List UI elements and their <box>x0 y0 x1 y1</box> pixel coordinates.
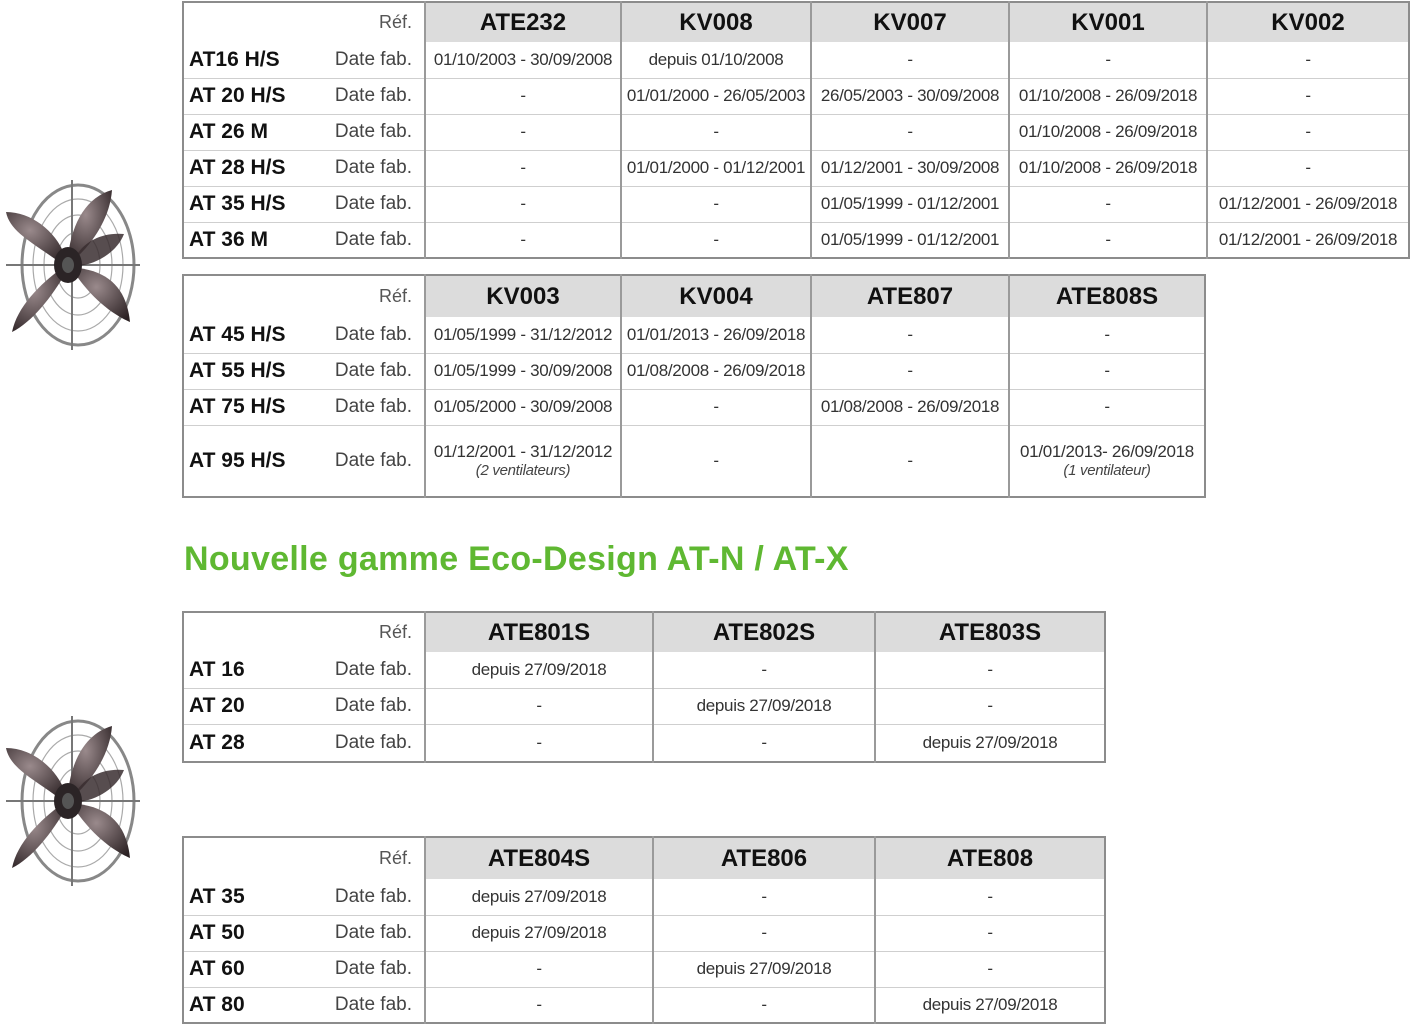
date-range-value: 01/01/2000 - 26/05/2003 <box>626 86 806 106</box>
model-name: AT 95 H/S <box>183 425 321 497</box>
date-label: Date fab. <box>321 114 425 150</box>
date-range-value: 01/01/2013 - 26/09/2018 <box>626 325 806 345</box>
date-range-cell <box>621 150 811 186</box>
date-range-value: - <box>1104 397 1110 417</box>
date-label: Date fab. <box>321 317 425 353</box>
date-range-cell <box>811 114 1009 150</box>
ref-table-1 <box>182 1 1410 259</box>
date-range-cell <box>653 724 875 762</box>
date-range-value: - <box>761 733 767 753</box>
date-range-cell <box>425 987 653 1023</box>
date-range-cell <box>653 879 875 915</box>
date-range-value: depuis 27/09/2018 <box>922 995 1058 1015</box>
date-range-value: 01/12/2001 - 30/09/2008 <box>820 158 1000 178</box>
date-range-value: 01/10/2008 - 26/09/2018 <box>1018 86 1198 106</box>
column-header: ATE804S <box>425 837 653 879</box>
date-range-cell <box>425 425 621 497</box>
column-header: KV002 <box>1207 2 1409 42</box>
date-range-value: 01/05/2000 - 30/09/2008 <box>433 397 613 417</box>
date-range-value: - <box>536 995 542 1015</box>
date-range-cell <box>621 186 811 222</box>
date-range-cell <box>875 987 1105 1023</box>
date-range-value: - <box>536 696 542 716</box>
date-range-cell <box>811 425 1009 497</box>
model-name: AT 75 H/S <box>183 389 321 425</box>
date-range-cell <box>875 879 1105 915</box>
date-label: Date fab. <box>321 915 425 951</box>
date-range-value: 26/05/2003 - 30/09/2008 <box>820 86 1000 106</box>
table-row <box>183 915 1105 951</box>
date-range-value: - <box>1105 194 1111 214</box>
date-range-cell <box>1009 150 1207 186</box>
date-range-cell <box>811 353 1009 389</box>
date-range-value: depuis 27/09/2018 <box>696 959 832 979</box>
date-range-value: 01/12/2001 - 26/09/2018 <box>1218 194 1398 214</box>
date-range-value: 01/01/2013- 26/09/2018 <box>1020 441 1194 461</box>
ref-header-label: Réf. <box>183 2 425 42</box>
date-range-value: - <box>987 923 993 943</box>
date-range-cell <box>1207 186 1409 222</box>
section-title: Nouvelle gamme Eco-Design AT-N / AT-X <box>184 540 849 578</box>
date-range-value: - <box>1305 158 1311 178</box>
date-range-value: - <box>713 122 719 142</box>
date-range-cell <box>1009 42 1207 78</box>
date-range-value: - <box>761 923 767 943</box>
date-range-value: 01/10/2008 - 26/09/2018 <box>1018 122 1198 142</box>
date-range-cell <box>1207 222 1409 258</box>
table-row <box>183 389 1205 425</box>
date-range-value: 01/10/2003 - 30/09/2008 <box>433 50 613 70</box>
ref-header-label: Réf. <box>183 837 425 879</box>
date-range-value: - <box>536 733 542 753</box>
ref-header-label: Réf. <box>183 275 425 317</box>
date-range-cell <box>811 78 1009 114</box>
date-range-value: - <box>987 887 993 907</box>
model-name: AT 20 <box>183 688 321 724</box>
date-range-value: - <box>520 194 526 214</box>
model-name: AT 28 <box>183 724 321 762</box>
date-range-value: - <box>907 50 913 70</box>
date-label: Date fab. <box>321 389 425 425</box>
date-range-cell <box>621 317 811 353</box>
date-range-cell <box>425 150 621 186</box>
date-range-value: - <box>536 959 542 979</box>
column-header: ATE801S <box>425 612 653 652</box>
date-range-cell <box>1207 78 1409 114</box>
column-header: KV008 <box>621 2 811 42</box>
date-range-value: depuis 27/09/2018 <box>471 660 607 680</box>
date-range-cell <box>621 222 811 258</box>
date-label: Date fab. <box>321 879 425 915</box>
column-header: KV007 <box>811 2 1009 42</box>
date-label: Date fab. <box>321 688 425 724</box>
fan-count-note: (1 ventilateur) <box>1063 462 1151 479</box>
axial-fan-icon <box>2 172 144 358</box>
date-range-cell <box>425 652 653 688</box>
date-range-value: - <box>520 230 526 250</box>
date-range-value: depuis 27/09/2018 <box>922 733 1058 753</box>
date-range-cell <box>425 724 653 762</box>
date-range-cell <box>425 951 653 987</box>
date-range-cell <box>621 78 811 114</box>
column-header: KV003 <box>425 275 621 317</box>
date-label: Date fab. <box>321 951 425 987</box>
date-range-cell <box>811 150 1009 186</box>
column-header: ATE806 <box>653 837 875 879</box>
date-range-value: 01/08/2008 - 26/09/2018 <box>820 397 1000 417</box>
table-row <box>183 353 1205 389</box>
date-range-cell <box>653 688 875 724</box>
date-range-cell <box>1009 425 1205 497</box>
date-range-value: - <box>761 660 767 680</box>
date-range-cell <box>621 425 811 497</box>
date-range-cell <box>1009 186 1207 222</box>
date-range-cell <box>875 724 1105 762</box>
date-range-cell <box>425 879 653 915</box>
date-range-cell <box>1009 353 1205 389</box>
date-range-value: - <box>713 397 719 417</box>
date-range-value: depuis 27/09/2018 <box>696 696 832 716</box>
table-row <box>183 425 1205 497</box>
model-name: AT 20 H/S <box>183 78 321 114</box>
column-header: KV004 <box>621 275 811 317</box>
date-label: Date fab. <box>321 222 425 258</box>
model-name: AT 60 <box>183 951 321 987</box>
date-range-cell <box>425 688 653 724</box>
date-range-value: - <box>907 451 913 471</box>
date-range-cell <box>653 951 875 987</box>
date-range-value: 01/01/2000 - 01/12/2001 <box>626 158 806 178</box>
date-range-cell <box>425 114 621 150</box>
column-header: ATE803S <box>875 612 1105 652</box>
date-range-value: depuis 27/09/2018 <box>471 887 607 907</box>
ref-table-3 <box>182 611 1106 763</box>
date-label: Date fab. <box>321 186 425 222</box>
date-range-value: - <box>713 451 719 471</box>
date-range-value: 01/12/2001 - 26/09/2018 <box>1218 230 1398 250</box>
date-range-cell <box>875 688 1105 724</box>
table-row <box>183 150 1409 186</box>
table-row <box>183 78 1409 114</box>
ref-header-label: Réf. <box>183 612 425 652</box>
date-range-cell <box>811 317 1009 353</box>
date-range-value: 01/05/1999 - 01/12/2001 <box>820 230 1000 250</box>
table-row <box>183 317 1205 353</box>
date-range-value: - <box>987 660 993 680</box>
date-range-value: - <box>907 325 913 345</box>
date-label: Date fab. <box>321 353 425 389</box>
table-row <box>183 688 1105 724</box>
date-label: Date fab. <box>321 425 425 497</box>
date-range-cell <box>425 186 621 222</box>
model-name: AT 28 H/S <box>183 150 321 186</box>
date-label: Date fab. <box>321 987 425 1023</box>
date-range-value: - <box>520 158 526 178</box>
table-row <box>183 879 1105 915</box>
date-range-cell <box>621 114 811 150</box>
date-range-value: - <box>713 194 719 214</box>
date-range-value: - <box>1305 86 1311 106</box>
date-range-value: - <box>713 230 719 250</box>
model-name: AT 35 H/S <box>183 186 321 222</box>
date-range-cell <box>1009 389 1205 425</box>
date-range-cell <box>1207 150 1409 186</box>
column-header: ATE808S <box>1009 275 1205 317</box>
date-range-cell <box>811 42 1009 78</box>
date-range-cell <box>875 652 1105 688</box>
date-range-cell <box>621 42 811 78</box>
date-range-value: - <box>1104 361 1110 381</box>
table-row <box>183 42 1409 78</box>
column-header: ATE807 <box>811 275 1009 317</box>
date-range-cell <box>875 915 1105 951</box>
table-row <box>183 951 1105 987</box>
table-row <box>183 222 1409 258</box>
date-range-cell <box>653 987 875 1023</box>
date-range-value: - <box>1105 230 1111 250</box>
date-range-cell <box>1009 114 1207 150</box>
date-range-cell <box>621 389 811 425</box>
model-name: AT16 H/S <box>189 47 280 71</box>
date-label: Date fab. <box>321 78 425 114</box>
date-range-cell <box>425 42 621 78</box>
date-range-value: - <box>907 122 913 142</box>
date-range-cell <box>425 222 621 258</box>
column-header: ATE802S <box>653 612 875 652</box>
table-row <box>183 652 1105 688</box>
date-label: Date fab. <box>321 150 425 186</box>
date-range-cell <box>425 389 621 425</box>
column-header: ATE232 <box>425 2 621 42</box>
date-range-value: - <box>907 361 913 381</box>
ref-table-2 <box>182 274 1206 498</box>
table-row <box>183 186 1409 222</box>
column-header: KV001 <box>1009 2 1207 42</box>
model-name: AT 50 <box>183 915 321 951</box>
ref-table-4 <box>182 836 1106 1024</box>
date-range-cell <box>425 317 621 353</box>
table-row <box>183 114 1409 150</box>
model-name: AT 55 H/S <box>183 353 321 389</box>
date-range-value: - <box>520 122 526 142</box>
table-row <box>183 724 1105 762</box>
date-range-value: 01/10/2008 - 26/09/2018 <box>1018 158 1198 178</box>
date-range-cell <box>425 78 621 114</box>
date-range-value: 01/05/1999 - 30/09/2008 <box>433 361 613 381</box>
date-range-cell <box>811 389 1009 425</box>
date-range-value: - <box>761 887 767 907</box>
date-range-cell <box>425 915 653 951</box>
date-range-value: 01/05/1999 - 31/12/2012 <box>433 325 613 345</box>
date-range-value: - <box>1104 325 1110 345</box>
date-range-cell <box>425 353 621 389</box>
model-name: AT 80 <box>183 987 321 1023</box>
column-header: ATE808 <box>875 837 1105 879</box>
table-row <box>183 987 1105 1023</box>
date-range-value: - <box>761 995 767 1015</box>
date-range-value: - <box>987 696 993 716</box>
date-label: Date fab. <box>321 652 425 688</box>
date-range-cell <box>1009 317 1205 353</box>
date-range-value: - <box>520 86 526 106</box>
date-range-value: - <box>987 959 993 979</box>
date-range-value: - <box>1105 50 1111 70</box>
date-range-value: 01/08/2008 - 26/09/2018 <box>626 361 806 381</box>
date-range-cell <box>1207 42 1409 78</box>
date-range-value: depuis 27/09/2018 <box>471 923 607 943</box>
date-range-cell <box>811 186 1009 222</box>
model-name: AT 36 M <box>183 222 321 258</box>
date-range-cell <box>653 915 875 951</box>
date-range-cell <box>621 353 811 389</box>
date-range-cell <box>653 652 875 688</box>
date-range-cell <box>875 951 1105 987</box>
model-name: AT 16 <box>189 657 245 681</box>
model-name: AT 45 H/S <box>189 322 286 346</box>
model-name: AT 35 <box>189 884 245 908</box>
date-range-cell <box>1009 78 1207 114</box>
date-range-cell <box>1009 222 1207 258</box>
fan-count-note: (2 ventilateurs) <box>475 462 571 479</box>
model-name: AT 26 M <box>183 114 321 150</box>
axial-fan-icon <box>2 708 144 894</box>
date-range-value: - <box>1305 50 1311 70</box>
date-range-cell <box>1207 114 1409 150</box>
date-range-value: depuis 01/10/2008 <box>648 50 784 70</box>
date-range-value: 01/05/1999 - 01/12/2001 <box>820 194 1000 214</box>
date-range-value: 01/12/2001 - 31/12/2012 <box>433 441 613 461</box>
date-label: Date fab. <box>321 42 425 78</box>
date-label: Date fab. <box>321 724 425 762</box>
date-range-cell <box>811 222 1009 258</box>
date-range-value: - <box>1305 122 1311 142</box>
